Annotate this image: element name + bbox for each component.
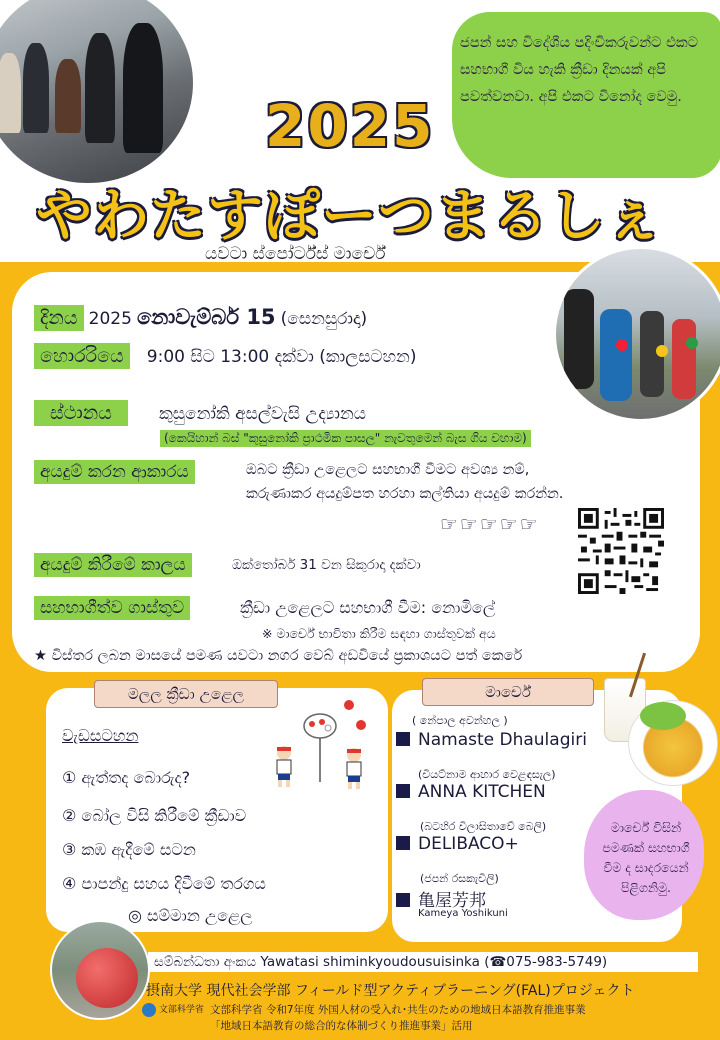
contact-text: සම්බන්ධතා අංකය Yawatasi shiminkyoudousuisinka (☎075-983-5749): [154, 954, 608, 970]
vendor-3-row: [396, 834, 519, 854]
ball-toss-basket-icon: [300, 712, 340, 786]
program-item-3: ③ කඹ ඇදීමේ සටන: [62, 840, 196, 859]
mext-logo-text: 文部科学省: [158, 1005, 204, 1015]
photo-children-playing: [0, 0, 196, 186]
ball-icon: [344, 700, 354, 710]
big-red-ball-icon: [76, 948, 138, 1008]
intro-text: ජපන් සහ විදේශීය පදිංචිකරුවන්ට එකට සහභාගී විය හැකි ක්‍රීඩා දිනයක් අපි පවත්වනවා. අපි එකට විනෝද වෙමු.: [460, 35, 699, 105]
date-label: දිනය: [34, 305, 84, 331]
fee-value: ක්‍රීඩා උළෙලට සහභාගී වීම: නොමිලේ: [240, 598, 496, 617]
vendor-4-name: 亀屋芳邦: [418, 891, 486, 911]
vendor-3-category: (බටහිර විලාසිතාවේ බෙලි): [420, 820, 547, 833]
salad-icon: [640, 702, 686, 730]
event-year: 2025: [265, 92, 435, 160]
pointer-icons: ☞☞☞☞☞: [440, 512, 540, 536]
program-item-4: ④ පාපන්දු සහය දිවීමේ තරගය: [62, 874, 266, 893]
kid-illustration-2-icon: [340, 746, 368, 794]
venue-value: කුසුනෝකි අසල්වැසි උද්‍යානය: [158, 404, 367, 424]
apply-method-line2: කරුණාකර අයදුම්පත හරහා කල්තියා අයදුම් කරන්න.: [246, 486, 564, 502]
vendor-1-row: [396, 730, 587, 750]
marche-note-text: මාර්චේ විසින් පමණක් සහභාගී වීම ද සාදරයෙන් පිළිගනිමු.: [602, 820, 690, 895]
apply-period-row: [34, 555, 192, 575]
award-ceremony: ◎ සම්මාන උළෙල: [128, 906, 253, 925]
notice-text: ★ විස්තර ලබන මාසයේ පමණ යවටා නගර වෙබ් අඩවියේ ප්‍රකාශයට පත් කෙරේ: [34, 648, 523, 664]
kid-illustration-icon: [270, 744, 298, 792]
date-weekday: (සෙනසුරාදා): [280, 309, 368, 329]
time-label: හොරරියෙ: [34, 343, 130, 369]
apply-period-value: ඔක්තෝබර් 31 වන සිකුරාදා දක්වා: [232, 557, 421, 573]
fee-note: ※ මාර්චේ භාවිතා කිරීම සඳහා ගාස්තුවක් අය: [262, 626, 496, 641]
program-label: වැඩසටහන: [62, 726, 139, 745]
funding-line-2: 「地域日本語教育の総合的な体制づくり推進事業」活用: [210, 1020, 473, 1032]
apply-method-row: [34, 462, 195, 482]
apply-method-line1: ඔබට ක්‍රීඩා උළෙලට සහභාගී වීමට අවශ්‍ය නම්,: [246, 462, 530, 478]
time-value: 9:00 සිට 13:00 දක්වා (කාලසටහන): [146, 347, 417, 367]
mext-logo: [142, 1002, 204, 1017]
mext-logo-icon: [142, 1003, 156, 1017]
vendor-3-name: DELIBACO+: [418, 834, 519, 854]
event-subtitle: යවටා ස්පෝර්ට්ස් මාර්චේ: [205, 244, 386, 264]
vendor-4-reading: Kameya Yoshikuni: [418, 908, 508, 919]
sports-festival-heading: මලල ක්‍රීඩා උළෙල: [94, 680, 278, 708]
vendor-2-category: (වියට්නාම ආහාර වෙළඳසැල): [418, 768, 556, 781]
vendor-4-category: (ජපන් රසකැවිලි): [420, 872, 499, 885]
date-row: [34, 305, 367, 330]
vendor-2-row: [396, 782, 546, 802]
date-year: 2025: [88, 309, 132, 329]
program-item-1: ① ඇත්තද බොරුද?: [62, 768, 191, 787]
vendor-1-name: Namaste Dhaulagiri: [418, 730, 587, 750]
venue-row: [34, 402, 366, 424]
marche-heading: මාර්චේ: [422, 678, 594, 706]
venue-label: ස්ථානය: [34, 400, 128, 426]
event-title: やわたすぽーつまるしぇ: [36, 184, 663, 249]
organizer-text: 摂南大学 現代社会学部 フィールド型アクティブラーニング(FAL)プロジェクト: [146, 983, 635, 999]
date-month: නොවැම්බර් 15: [136, 305, 276, 329]
apply-period-label: අයදුම් කිරීමේ කාලය: [34, 553, 192, 577]
fee-row: [34, 598, 190, 618]
apply-method-label: අයදුම් කරන ආකාරය: [34, 460, 195, 484]
program-item-2: ② බෝල විසි කිරීමේ ක්‍රීඩාව: [62, 806, 247, 825]
vendor-2-name: ANNA KITCHEN: [418, 782, 546, 802]
venue-note: (කෙයිහාන් බස් "කුසුනෝකි ප්‍රාථමික පාසල" නැවතුමෙන් බැස ගිය වහාම): [160, 430, 531, 447]
fee-label: සහභාගීත්ව ගාස්තුව: [34, 596, 190, 620]
time-row: [34, 345, 416, 367]
photo-kids-event: [553, 246, 720, 422]
funding-line-1: 文部科学省 令和7年度 外国人材の受入れ･共生のための地域日本語教育推進事業: [210, 1004, 586, 1016]
ball-icon: [356, 720, 366, 730]
qr-code[interactable]: [578, 508, 664, 594]
vendor-1-category: ( නේපාල අවන්හල ): [412, 714, 508, 727]
